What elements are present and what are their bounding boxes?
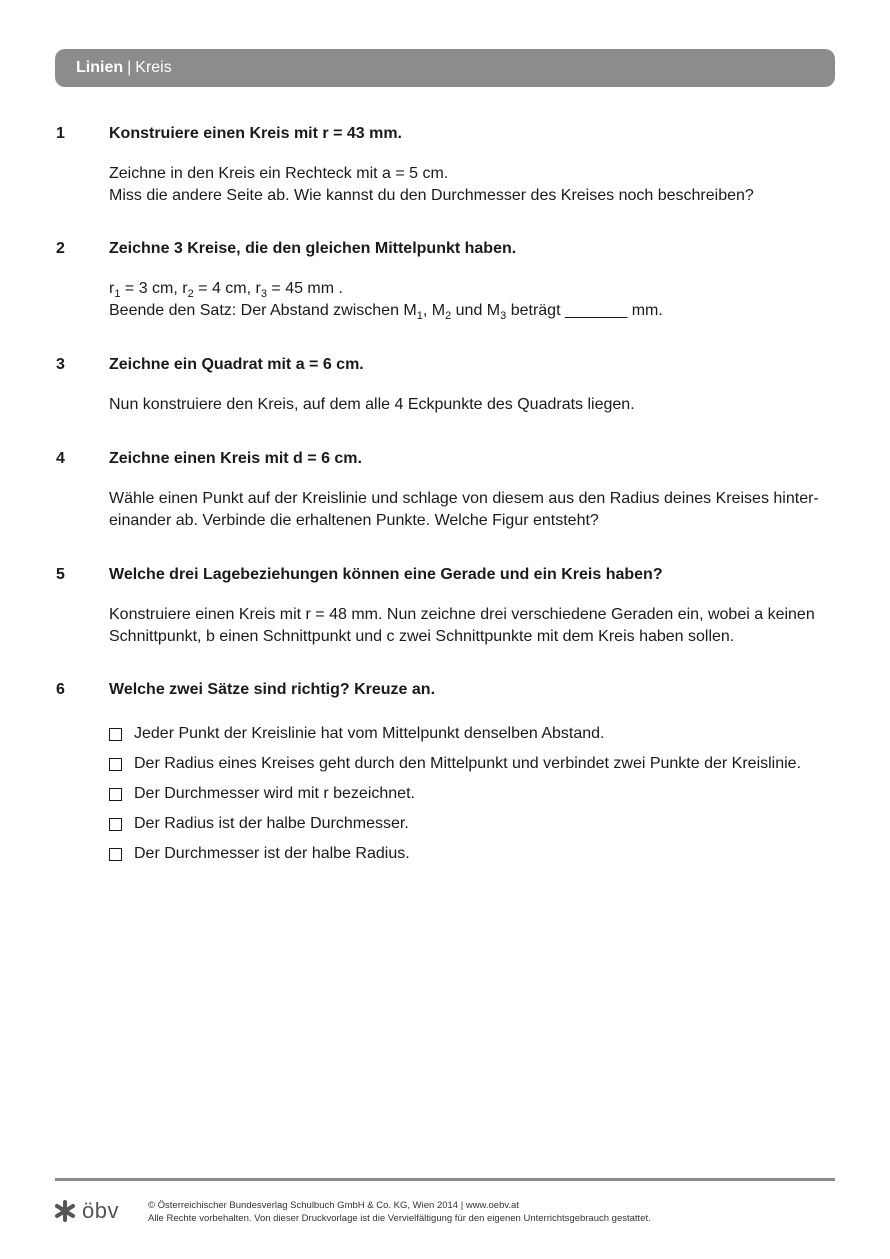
checkbox[interactable] <box>109 758 122 771</box>
task-number: 4 <box>56 450 65 467</box>
copyright-text: © Österreichischer Bundesverlag Schulbuch GmbH & Co. KG, Wien 2014 | www.oebv.at <box>148 1200 519 1211</box>
asterisk-logo-icon <box>54 1199 76 1223</box>
task-body <box>109 394 834 416</box>
task-text-line: Wähle einen Punkt auf der Kreislinie und schlage von diesem aus den Radius deines Kreises hinter- <box>109 490 819 507</box>
radii-line: $r_1 = 3$ cm, $r_2 = 4$ cm, $r_3 = 45$ mm . <box>109 280 343 300</box>
publisher-logo <box>54 1198 119 1224</box>
task-title: Zeichne ein Quadrat mit a = 6 cm. <box>109 356 364 373</box>
rights-text: Alle Rechte vorbehalten. Von dieser Druckvorlage ist die Vervielfältigung für den eigenen Unterrichtsgebrauch gestattet. <box>148 1213 651 1224</box>
checkbox[interactable] <box>109 818 122 831</box>
checklist-item[interactable] <box>109 719 801 749</box>
task-text-line: Zeichne in den Kreis ein Rechteck mit a = 5 cm. <box>109 165 449 182</box>
header-section: Linien <box>76 59 124 76</box>
checklist-item[interactable] <box>109 839 801 869</box>
task-text-line: Nun konstruiere den Kreis, auf dem alle 4 Eckpunkte des Quadrats liegen. <box>109 396 635 413</box>
task-text-line: Schnittpunkt, b einen Schnittpunkt und c zwei Schnittpunkte mit dem Kreis haben sollen. <box>109 628 735 645</box>
header-bar <box>55 49 835 87</box>
task-title: Konstruiere einen Kreis mit r = 43 mm. <box>109 125 402 142</box>
footer-text <box>148 1199 651 1225</box>
option-text: Der Durchmesser ist der halbe Radius. <box>134 845 410 862</box>
option-text: Der Radius eines Kreises geht durch den Mittelpunkt und verbindet zwei Punkte der Kreislinie. <box>134 755 802 772</box>
task-body <box>109 604 834 648</box>
task-body <box>109 488 834 532</box>
task-text-line: Konstruiere einen Kreis mit r = 48 mm. Nun zeichne drei verschiedene Geraden ein, wobei a keinen <box>109 606 815 623</box>
task-number: 6 <box>56 681 65 698</box>
task-text-line: einander ab. Verbinde die erhaltenen Punkte. Welche Figur entsteht? <box>109 512 599 529</box>
header-topic: Kreis <box>135 59 172 76</box>
checkbox[interactable] <box>109 788 122 801</box>
option-text: Der Durchmesser wird mit r bezeichnet. <box>134 785 415 802</box>
task-number: 5 <box>56 566 65 583</box>
header-separator: | <box>127 59 132 76</box>
task-text-line: Miss die andere Seite ab. Wie kannst du den Durchmesser des Kreises noch beschreiben? <box>109 187 754 204</box>
task-title: Welche zwei Sätze sind richtig? Kreuze an. <box>109 681 436 698</box>
task-number: 3 <box>56 356 65 373</box>
checklist-item[interactable] <box>109 809 801 839</box>
option-text: Der Radius ist der halbe Durchmesser. <box>134 815 409 832</box>
task-number: 2 <box>56 240 65 257</box>
task-title: Welche drei Lagebeziehungen können eine Gerade und ein Kreis haben? <box>109 566 663 583</box>
logo-text: öbv <box>82 1198 119 1223</box>
task-title: Zeichne einen Kreis mit d = 6 cm. <box>109 450 362 467</box>
task-body <box>109 163 834 207</box>
checkbox[interactable] <box>109 728 122 741</box>
footer-divider <box>55 1178 835 1181</box>
checklist-item[interactable] <box>109 779 801 809</box>
checklist-item[interactable] <box>109 749 801 779</box>
checkbox[interactable] <box>109 848 122 861</box>
option-text: Jeder Punkt der Kreislinie hat vom Mittelpunkt denselben Abstand. <box>134 725 605 742</box>
sentence-line: Beende den Satz: Der Abstand zwischen $M_1$, $M_2$ und $M_3$ beträgt _______ mm. <box>109 302 663 322</box>
task-title: Zeichne 3 Kreise, die den gleichen Mittelpunkt haben. <box>109 240 517 257</box>
task-body <box>109 278 834 322</box>
answer-checklist <box>109 719 801 869</box>
task-number: 1 <box>56 125 65 142</box>
